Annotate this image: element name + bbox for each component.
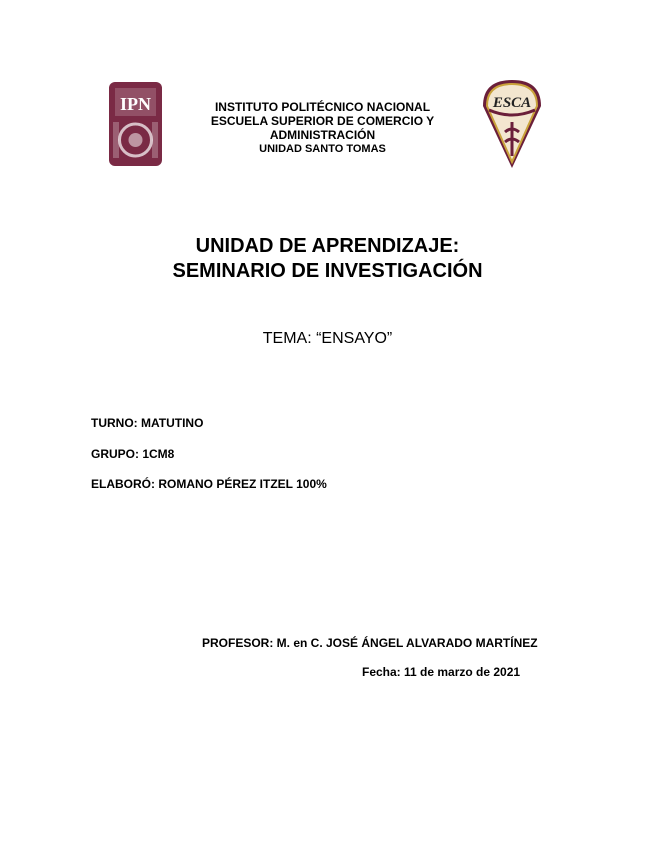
course-title-line2: SEMINARIO DE INVESTIGACIÓN xyxy=(172,260,483,282)
svg-text:IPN: IPN xyxy=(120,94,151,114)
turno-line: TURNO: MATUTINO xyxy=(91,416,204,430)
course-title-line1: UNIDAD DE APRENDIZAJE: xyxy=(195,235,460,257)
topic-title: TEMA: “ENSAYO” xyxy=(262,330,393,347)
elaboro-line: ELABORÓ: ROMANO PÉREZ ITZEL 100% xyxy=(91,477,327,491)
grupo-line: GRUPO: 1CM8 xyxy=(91,447,175,461)
unit-name: UNIDAD SANTO TOMAS xyxy=(259,143,386,155)
esca-logo-icon xyxy=(477,76,547,172)
svg-text:ESCA: ESCA xyxy=(492,95,532,111)
school-name-line2: ADMINISTRACIÓN xyxy=(269,128,376,142)
institution-name: INSTITUTO POLITÉCNICO NACIONAL xyxy=(214,100,431,114)
ipn-logo-icon xyxy=(107,80,164,168)
professor-line: PROFESOR: M. en C. JOSÉ ÁNGEL ALVARADO MARTÍNEZ xyxy=(202,636,538,650)
date-line: Fecha: 11 de marzo de 2021 xyxy=(362,665,521,679)
course-title xyxy=(100,234,555,284)
institution-header xyxy=(195,100,450,156)
school-name-line1: ESCUELA SUPERIOR DE COMERCIO Y xyxy=(210,114,435,128)
